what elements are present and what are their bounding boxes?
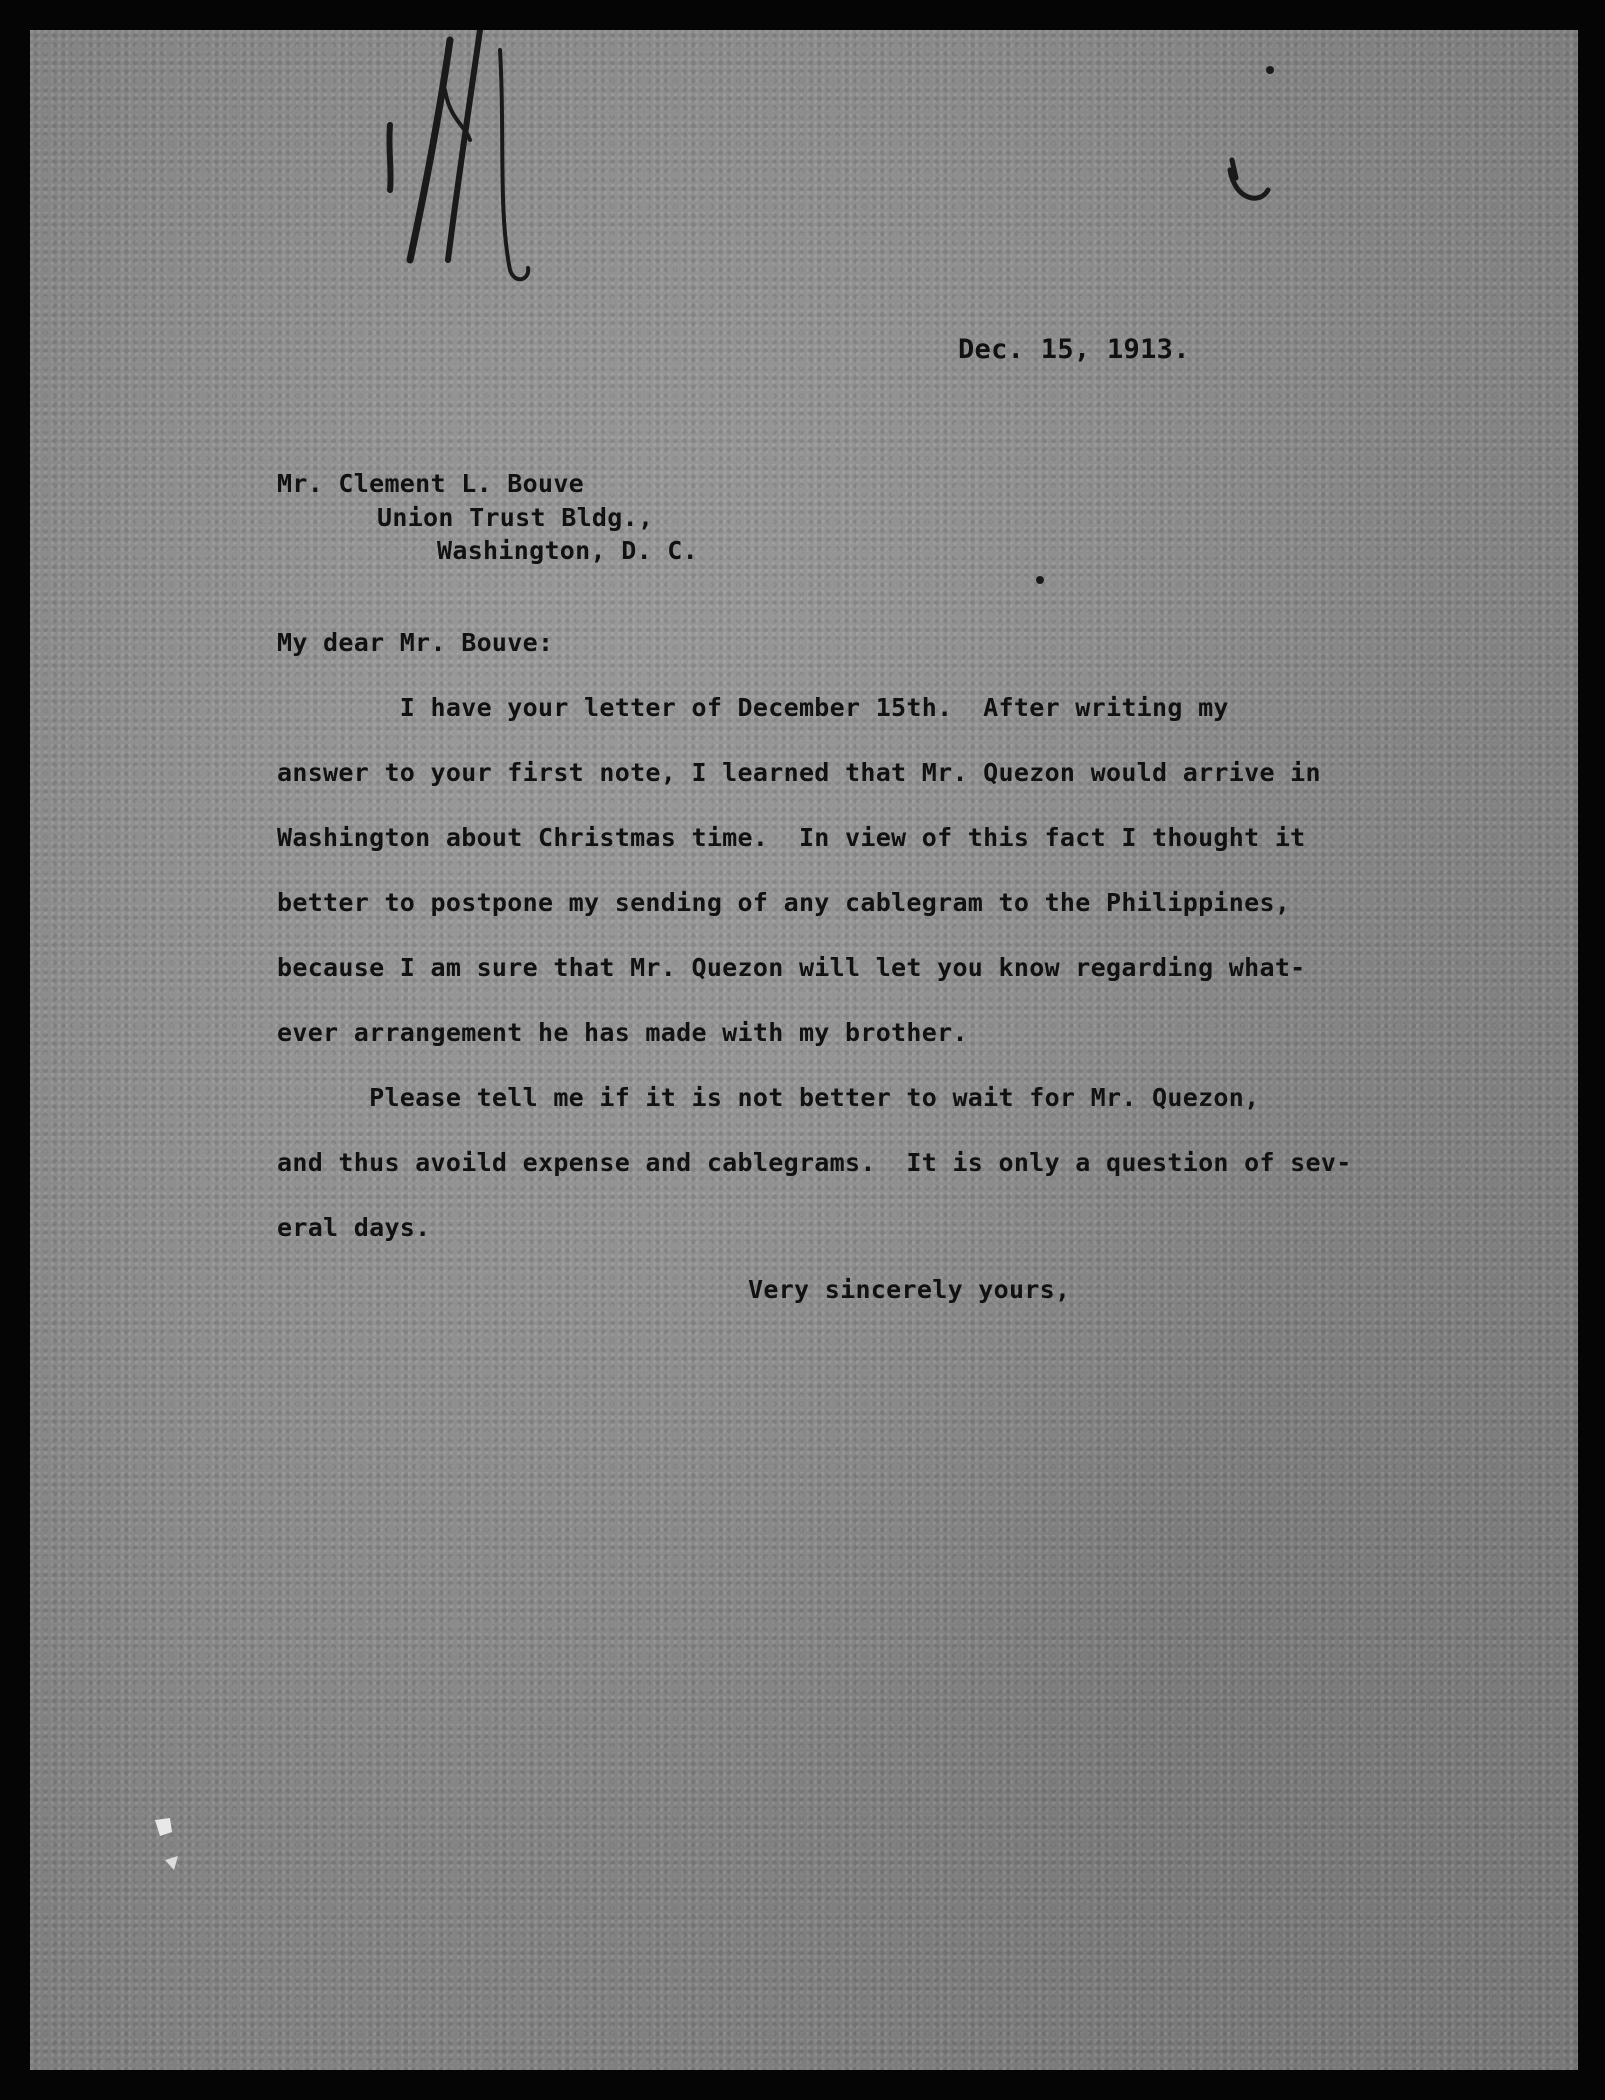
ink-dot-mark — [1030, 570, 1050, 590]
letter-closing: Very sincerely yours, — [748, 1275, 1071, 1304]
body-line: Please tell me if it is not better to wait for Mr. Quezon, — [277, 1083, 1260, 1112]
body-line: and thus avoild expense and cablegrams. It is only a question of sev- — [277, 1148, 1352, 1177]
body-line: because I am sure that Mr. Quezon will let you know regarding what- — [277, 953, 1306, 982]
recipient-name: Mr. Clement L. Bouve — [277, 469, 585, 498]
body-line: ever arrangement he has made with my brother. — [277, 1018, 968, 1047]
body-line: eral days. — [277, 1213, 431, 1242]
body-line: better to postpone my sending of any cablegram to the Philippines, — [277, 888, 1291, 917]
letter-date: Dec. 15, 1913. — [958, 334, 1190, 365]
letter-salutation: My dear Mr. Bouve: — [277, 628, 554, 657]
pen-hook-mark — [1190, 40, 1310, 210]
body-line: Washington about Christmas time. In view of this fact I thought it — [277, 823, 1306, 852]
paper-flake-mark — [140, 1810, 200, 1890]
body-line: I have your letter of December 15th. After writing my — [277, 693, 1229, 722]
pen-stroke-mark — [330, 30, 590, 290]
recipient-address-line: Union Trust Bldg., — [377, 503, 654, 532]
body-line: answer to your first note, I learned that Mr. Quezon would arrive in — [277, 758, 1321, 787]
recipient-city-line: Washington, D. C. — [437, 536, 698, 565]
letter-page — [30, 30, 1578, 2070]
